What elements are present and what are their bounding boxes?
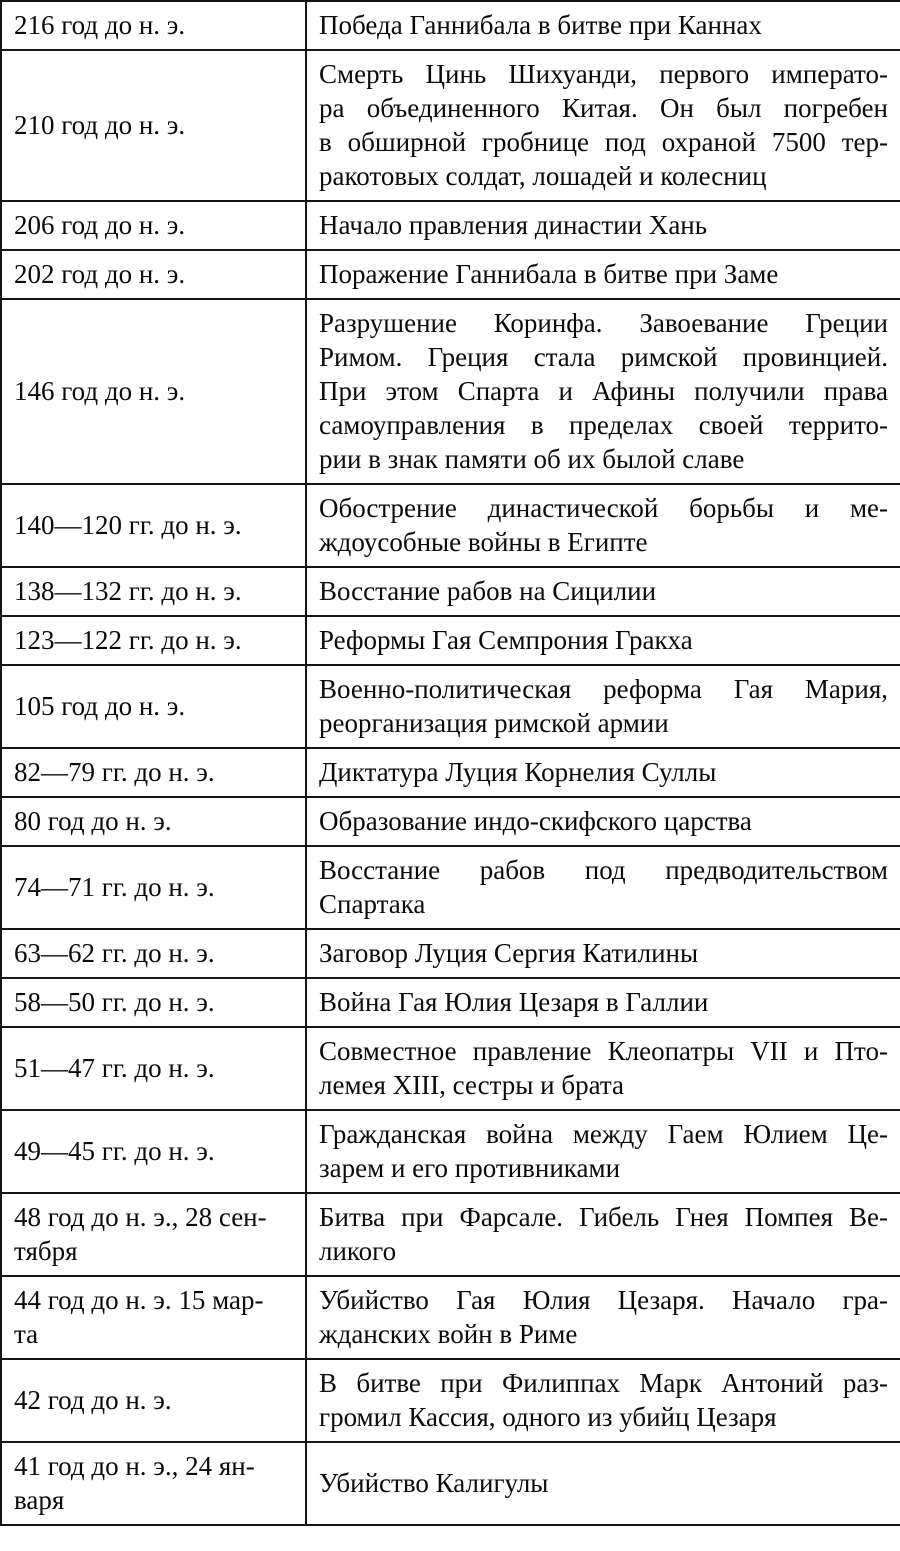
date-cell (1, 846, 306, 929)
text-line: 216 год до н. э. (14, 10, 186, 40)
text-line: 206 год до н. э. (14, 210, 186, 240)
text-line: Война Гая Юлия Цезаря в Галлии (319, 987, 709, 1017)
event-cell (306, 484, 900, 567)
text-line: Римом. Греция стала римской провинцией. (319, 342, 888, 372)
text-line: 51—47 гг. до н. э. (14, 1053, 215, 1083)
date-cell (1, 978, 306, 1027)
text-line: Военно-политическая реформа Гая Мария, (319, 674, 888, 704)
text-line: Разрушение Коринфа. Завоевание Греции (319, 308, 888, 338)
text-line: Убийство Калигулы (319, 1468, 549, 1498)
table-row (1, 616, 900, 665)
event-cell (306, 1110, 900, 1193)
text-line: При этом Спарта и Афины получили права (319, 376, 888, 406)
text-line: ра объединенного Китая. Он был погребен (319, 93, 888, 123)
table-row (1, 797, 900, 846)
text-line: 58—50 гг. до н. э. (14, 987, 215, 1017)
table-row (1, 50, 900, 201)
table-row (1, 1027, 900, 1110)
text-line: 74—71 гг. до н. э. (14, 872, 215, 902)
text-line: Восстание рабов на Сицилии (319, 576, 657, 606)
text-line: 63—62 гг. до н. э. (14, 938, 215, 968)
text-line: Образование индо-скифского царства (319, 806, 752, 836)
text-line: зарем и его противниками (319, 1153, 621, 1183)
text-line: Победа Ганнибала в битве при Каннах (319, 10, 762, 40)
date-cell (1, 1, 306, 50)
text-line: 123—122 гг. до н. э. (14, 625, 242, 655)
event-cell (306, 929, 900, 978)
event-cell (306, 567, 900, 616)
event-cell (306, 1, 900, 50)
text-line: 146 год до н. э. (14, 376, 186, 406)
table-row (1, 1, 900, 50)
text-line: 41 год до н. э., 24 ян- (14, 1451, 255, 1481)
date-cell (1, 567, 306, 616)
event-cell (306, 1193, 900, 1276)
text-line: громил Кассия, одного из убийц Цезаря (319, 1402, 777, 1432)
text-line: Поражение Ганнибала в битве при Заме (319, 259, 779, 289)
date-cell (1, 748, 306, 797)
text-line: 44 год до н. э. 15 мар- (14, 1285, 264, 1315)
table-row (1, 484, 900, 567)
event-cell (306, 299, 900, 484)
text-line: ликого (319, 1236, 397, 1266)
text-line: 210 год до н. э. (14, 110, 186, 140)
text-line: 140—120 гг. до н. э. (14, 510, 242, 540)
event-cell (306, 748, 900, 797)
table-row (1, 299, 900, 484)
date-cell (1, 1027, 306, 1110)
event-cell (306, 1027, 900, 1110)
table-row (1, 978, 900, 1027)
table-row (1, 929, 900, 978)
text-line: Совместное правление Клеопатры VII и Пто- (319, 1036, 888, 1066)
date-cell (1, 797, 306, 846)
text-line: рии в знак памяти об их былой славе (319, 444, 745, 474)
table-row (1, 567, 900, 616)
text-line: варя (14, 1485, 65, 1515)
text-line: 202 год до н. э. (14, 259, 186, 289)
date-cell (1, 484, 306, 567)
text-line: та (14, 1319, 39, 1349)
date-cell (1, 250, 306, 299)
date-cell (1, 616, 306, 665)
event-cell (306, 616, 900, 665)
event-cell (306, 1442, 900, 1525)
table-row (1, 201, 900, 250)
date-cell (1, 1359, 306, 1442)
event-cell (306, 846, 900, 929)
text-line: ракотовых солдат, лошадей и колесниц (319, 161, 767, 191)
date-cell (1, 1110, 306, 1193)
date-cell (1, 665, 306, 748)
table-body (1, 1, 900, 1525)
text-line: Обострение династической борьбы и ме- (319, 493, 888, 523)
table-row (1, 1442, 900, 1525)
text-line: 82—79 гг. до н. э. (14, 757, 215, 787)
text-line: Смерть Цинь Шихуанди, первого императо- (319, 59, 888, 89)
date-cell (1, 1442, 306, 1525)
text-line: 49—45 гг. до н. э. (14, 1136, 215, 1166)
text-line: Реформы Гая Семпрония Гракха (319, 625, 693, 655)
table-row (1, 665, 900, 748)
event-cell (306, 201, 900, 250)
date-cell (1, 50, 306, 201)
text-line: 105 год до н. э. (14, 691, 186, 721)
text-line: В битве при Филиппах Марк Антоний раз- (319, 1368, 888, 1398)
text-line: Убийство Гая Юлия Цезаря. Начало гра- (319, 1285, 888, 1315)
text-line: 48 год до н. э., 28 сен- (14, 1202, 267, 1232)
event-cell (306, 50, 900, 201)
event-cell (306, 1359, 900, 1442)
text-line: Начало правления династии Хань (319, 210, 708, 240)
date-cell (1, 201, 306, 250)
table-row (1, 1193, 900, 1276)
date-cell (1, 929, 306, 978)
event-cell (306, 1276, 900, 1359)
text-line: Спартака (319, 889, 426, 919)
table-row (1, 1276, 900, 1359)
table-row (1, 1110, 900, 1193)
text-line: Диктатура Луция Корнелия Суллы (319, 757, 717, 787)
text-line: 42 год до н. э. (14, 1385, 172, 1415)
table-row (1, 250, 900, 299)
event-cell (306, 978, 900, 1027)
text-line: 80 год до н. э. (14, 806, 172, 836)
event-cell (306, 250, 900, 299)
event-cell (306, 797, 900, 846)
table-row (1, 846, 900, 929)
text-line: ждоусобные войны в Египте (319, 527, 648, 557)
table-row (1, 748, 900, 797)
text-line: жданских войн в Риме (319, 1319, 578, 1349)
text-line: Заговор Луция Сергия Катилины (319, 938, 699, 968)
text-line: самоуправления в пределах своей террито- (319, 410, 888, 440)
text-line: 138—132 гг. до н. э. (14, 576, 242, 606)
table-row (1, 1359, 900, 1442)
date-cell (1, 1276, 306, 1359)
date-cell (1, 299, 306, 484)
text-line: реорганизация римской армии (319, 708, 669, 738)
event-cell (306, 665, 900, 748)
date-cell (1, 1193, 306, 1276)
text-line: Восстание рабов под предводительством (319, 855, 888, 885)
text-line: в обширной гробнице под охраной 7500 тер- (319, 127, 888, 157)
text-line: тября (14, 1236, 78, 1266)
text-line: Гражданская война между Гаем Юлием Це- (319, 1119, 888, 1149)
text-line: лемея XIII, сестры и брата (319, 1070, 624, 1100)
text-line: Битва при Фарсале. Гибель Гнея Помпея Ве- (319, 1202, 888, 1232)
